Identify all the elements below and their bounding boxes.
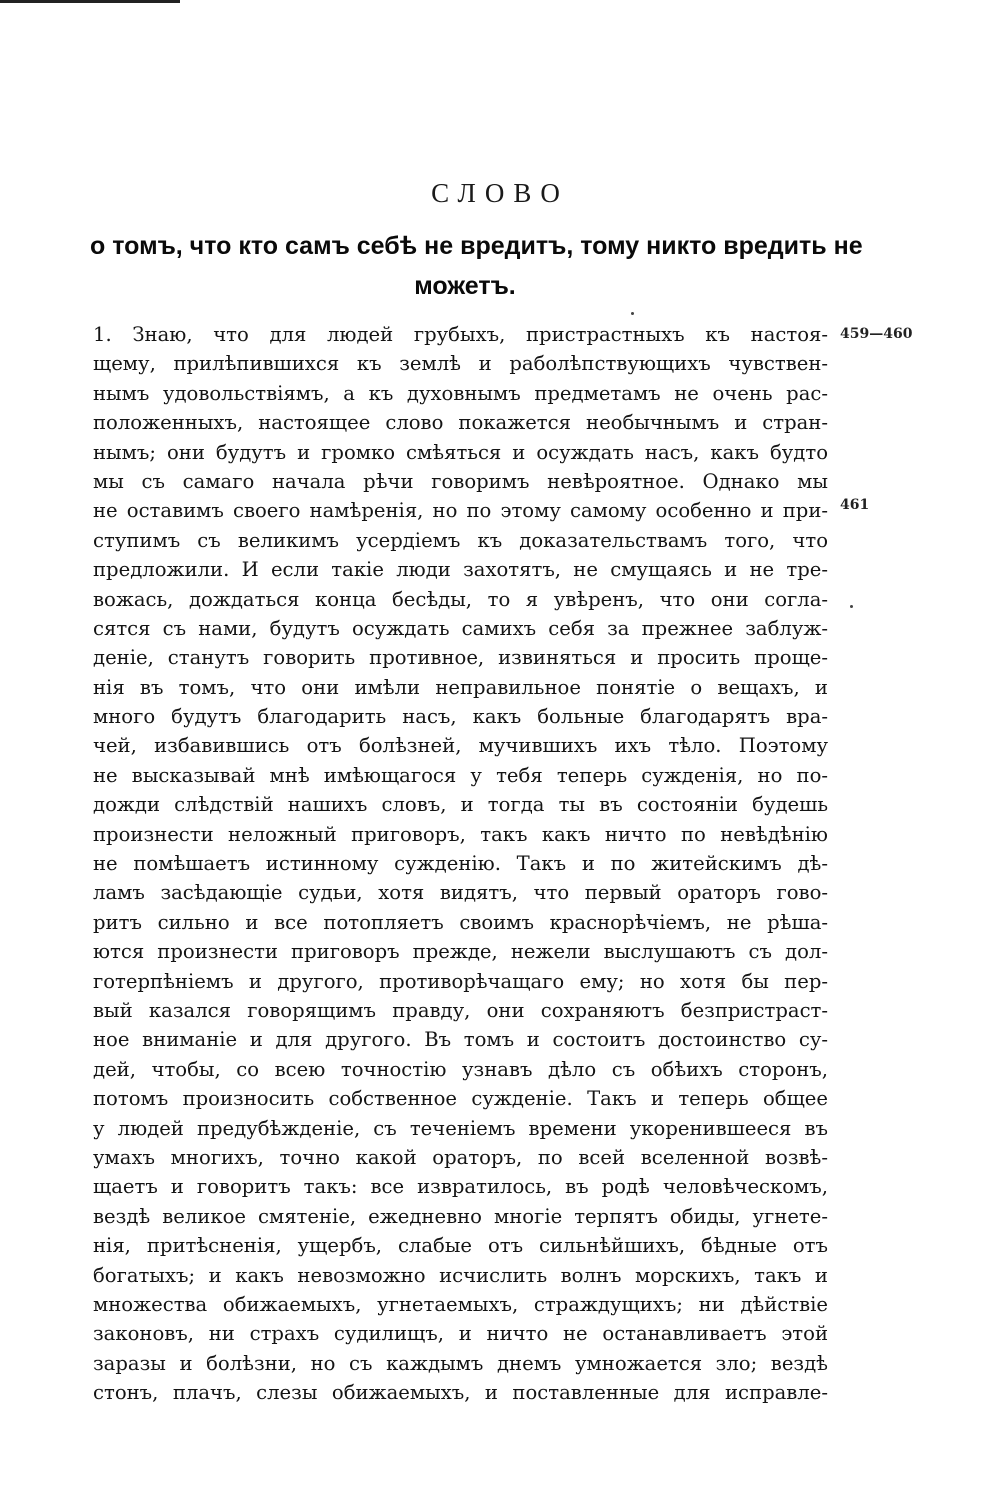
- body-line: умахъ многихъ, точно какой ораторъ, по всей вселенной возвѣ-: [93, 1145, 828, 1169]
- body-line: предложили. И если такіе люди захотятъ, не смущаясь и не тре-: [93, 558, 828, 582]
- body-line: ламъ засѣдающіе судьи, хотя видятъ, что первый ораторъ гово-: [93, 881, 828, 905]
- body-line: нымъ; они будутъ и громко смѣяться и осуждать насъ, какъ будто: [93, 440, 828, 464]
- body-line: не оставимъ своего намѣренія, но по этому самому особенно и при-: [93, 499, 828, 523]
- body-line: сятся съ нами, будутъ осуждать самихъ себя за прежнее заблуж-: [93, 616, 828, 640]
- margin-note-page-ref-2: 461: [840, 497, 870, 513]
- body-text: [93, 320, 828, 1407]
- print-speck: [850, 605, 853, 608]
- body-line: не помѣшаетъ истинному сужденію. Такъ и по житейскимъ дѣ-: [93, 852, 828, 876]
- body-line: стонъ, плачъ, слезы обижаемыхъ, и поставленные для исправле-: [93, 1381, 828, 1405]
- margin-note-page-ref-1: 459—460: [840, 326, 913, 342]
- body-line: щему, прилѣпившихся къ землѣ и раболѣпствующихъ чувствен-: [93, 352, 828, 376]
- body-line: произнести неложный приговоръ, такъ какъ ничто по невѣдѣнію: [93, 822, 828, 846]
- body-line: ритъ сильно и все потопляетъ своимъ краснорѣчіемъ, не рѣша-: [93, 910, 828, 934]
- top-rule: [0, 0, 180, 3]
- body-line: нымъ удовольствіямъ, а къ духовнымъ предметамъ не очень рас-: [93, 381, 828, 405]
- body-line: ются произнести приговоръ прежде, нежели выслушаютъ съ дол-: [93, 940, 828, 964]
- body-line: готерпѣніемъ и другого, противорѣчащаго ему; но хотя бы пер-: [93, 969, 828, 993]
- body-line: 1. Знаю, что для людей грубыхъ, пристрастныхъ къ настоя-: [93, 323, 828, 346]
- body-line: щаетъ и говоритъ такъ: все извратилось, въ родѣ человѣческомъ,: [93, 1175, 828, 1199]
- body-line: не высказывай мнѣ имѣющагося у тебя теперь сужденія, но по-: [93, 763, 828, 787]
- body-line: законовъ, ни страхъ судилищъ, и ничто не останавливаетъ этой: [93, 1322, 828, 1346]
- body-line: ное вниманіе и для другого. Въ томъ и состоитъ достоинство су-: [93, 1028, 828, 1052]
- body-line: положенныхъ, настоящее слово покажется необычнымъ и стран-: [93, 411, 828, 435]
- body-line: нія, притѣсненія, ущербъ, слабые отъ сильнѣйшихъ, бѣдные отъ: [93, 1234, 828, 1258]
- subtitle: [90, 226, 863, 306]
- body-line: потомъ произносить собственное сужденіе. Такъ и теперь общее: [93, 1087, 828, 1111]
- print-speck: [631, 312, 634, 315]
- heading: СЛОВО: [431, 178, 569, 208]
- subtitle-line-1: о томъ, что кто самъ себѣ не вредитъ, тому никто вредить не: [90, 232, 863, 260]
- body-line: мы съ самаго начала рѣчи говоримъ невѣроятное. Однако мы: [93, 469, 828, 493]
- body-line: у людей предубѣжденіе, съ теченіемъ времени укоренившееся въ: [93, 1116, 828, 1140]
- body-line: деніе, станутъ говорить противное, извиняться и просить проще-: [93, 646, 828, 670]
- body-line: дей, чтобы, со всею точностію узнавъ дѣло съ обѣихъ сторонъ,: [93, 1057, 828, 1081]
- body-line: дожди слѣдствій нашихъ словъ, и тогда ты въ состояніи будешь: [93, 793, 828, 817]
- body-line: богатыхъ; и какъ невозможно исчислить волнъ морскихъ, такъ и: [93, 1263, 828, 1287]
- body-line: вездѣ великое смятеніе, ежедневно многіе терпятъ обиды, угнете-: [93, 1204, 828, 1228]
- subtitle-line-2: можетъ.: [414, 272, 516, 300]
- body-line: вожась, дождаться конца бесѣды, то я увѣренъ, что они согла-: [93, 587, 828, 611]
- body-line: ступимъ съ великимъ усердіемъ къ доказательствамъ того, что: [93, 528, 828, 552]
- body-line: множества обижаемыхъ, угнетаемыхъ, страждущихъ; ни дѣйствіе: [93, 1292, 828, 1316]
- body-line: заразы и болѣзни, но съ каждымъ днемъ умножается зло; вездѣ: [93, 1351, 828, 1375]
- body-line: много будутъ благодарить насъ, какъ больные благодарятъ вра-: [93, 705, 828, 729]
- body-line: нія въ томъ, что они имѣли неправильное понятіе о вещахъ, и: [93, 675, 828, 699]
- body-line: вый казался говорящимъ правду, они сохраняютъ безпристраст-: [93, 998, 828, 1022]
- body-line: чей, избавившись отъ болѣзней, мучившихъ ихъ тѣло. Поэтому: [93, 734, 828, 758]
